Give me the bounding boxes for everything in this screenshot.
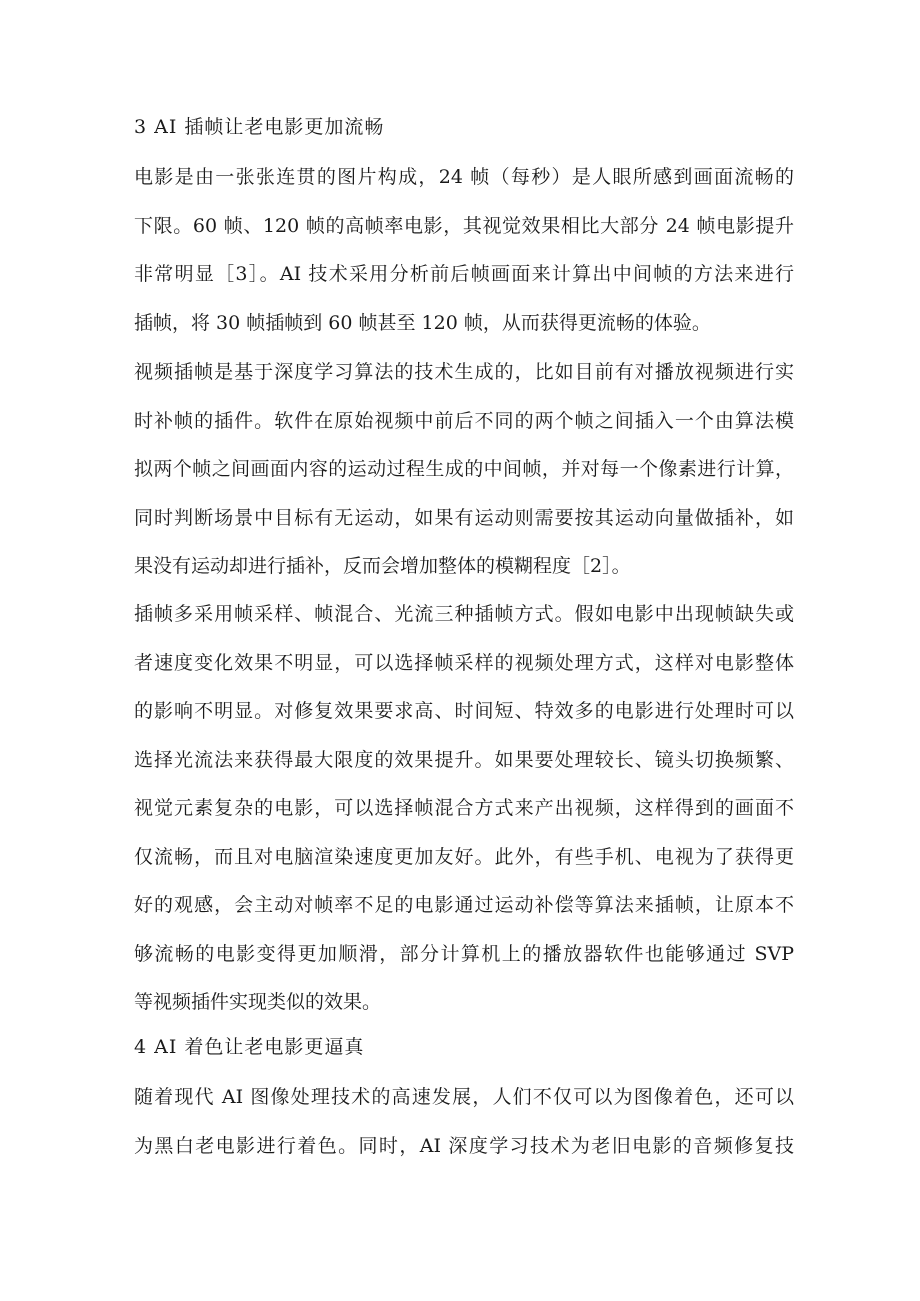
paragraph-line: 电影是由一张张连贯的图片构成，24 帧（每秒）是人眼所感到画面流畅的 bbox=[134, 166, 794, 188]
paragraph-line: 视频插帧是基于深度学习算法的技术生成的，比如目前有对播放视频进行实 bbox=[134, 361, 794, 383]
paragraph-line: 拟两个帧之间画面内容的运动过程生成的中间帧，并对每一个像素进行计算， bbox=[134, 458, 794, 480]
paragraph-line: 时补帧的插件。软件在原始视频中前后不同的两个帧之间插入一个由算法模 bbox=[134, 409, 794, 432]
paragraph-interpolation-methods bbox=[134, 597, 794, 1034]
paragraph-line: 非常明显［3］。AI 技术采用分析前后帧画面来计算出中间帧的方法来进行 bbox=[134, 263, 794, 285]
section-heading-4: 4 AI 着色让老电影更逼真 bbox=[134, 1036, 365, 1058]
paragraph-line: 者速度变化效果不明显，可以选择帧采样的视频处理方式，这样对电影整体 bbox=[134, 651, 794, 674]
paragraph-video-interpolation bbox=[134, 355, 794, 598]
paragraph-line: 的影响不明显。对修复效果要求高、时间短、特效多的电影进行处理时可以 bbox=[134, 700, 794, 722]
paragraph-line: 够流畅的电影变得更加顺滑，部分计算机上的播放器软件也能够通过 SVP bbox=[134, 942, 794, 965]
paragraph-line: 好的观感，会主动对帧率不足的电影通过运动补偿等算法来插帧，让原本不 bbox=[134, 894, 794, 916]
paragraph-line: 果没有运动却进行插补，反而会增加整体的模糊程度［2］。 bbox=[134, 555, 631, 577]
paragraph-line: 等视频插件实现类似的效果。 bbox=[134, 991, 382, 1013]
paragraph-line: 仅流畅，而且对电脑渲染速度更加友好。此外，有些手机、电视为了获得更 bbox=[134, 845, 794, 868]
section-heading-3: 3 AI 插帧让老电影更加流畅 bbox=[134, 116, 385, 138]
paragraph-line: 为黑白老电影进行着色。同时，AI 深度学习技术为老旧电影的音频修复技 bbox=[134, 1134, 794, 1157]
paragraph-frame-interpolation-intro bbox=[134, 160, 794, 354]
paragraph-line: 视觉元素复杂的电影，可以选择帧混合方式来产出视频，这样得到的画面不 bbox=[134, 797, 794, 819]
paragraph-line: 随着现代 AI 图像处理技术的高速发展，人们不仅可以为图像着色，还可以 bbox=[134, 1086, 794, 1108]
paragraph-line: 插帧多采用帧采样、帧混合、光流三种插帧方式。假如电影中出现帧缺失或 bbox=[134, 603, 794, 625]
paragraph-line: 插帧，将 30 帧插帧到 60 帧甚至 120 帧，从而获得更流畅的体验。 bbox=[134, 311, 711, 334]
paragraph-ai-colorization bbox=[134, 1080, 794, 1177]
paragraph-line: 选择光流法来获得最大限度的效果提升。如果要处理较长、镜头切换频繁、 bbox=[134, 748, 794, 771]
paragraph-line: 下限。60 帧、120 帧的高帧率电影，其视觉效果相比大部分 24 帧电影提升 bbox=[134, 214, 794, 237]
paragraph-line: 同时判断场景中目标有无运动，如果有运动则需要按其运动向量做插补，如 bbox=[134, 506, 794, 529]
